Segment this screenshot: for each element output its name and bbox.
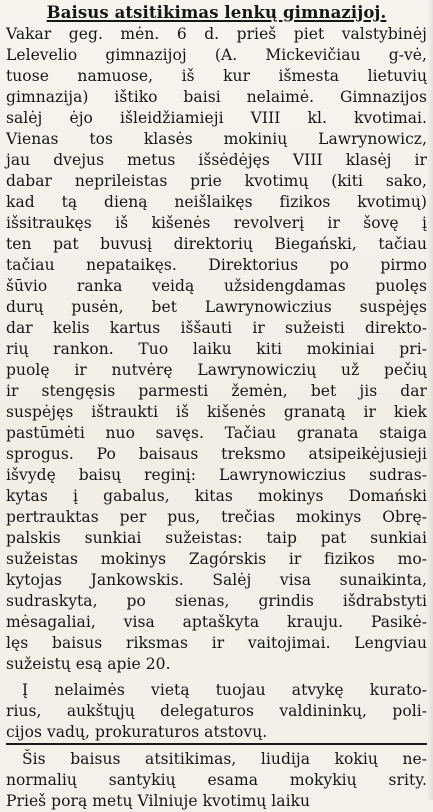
paragraph-1-line-26: sužeistas mokinys Zagórskis ir fizikos mo-	[6, 550, 427, 568]
paragraph-1-line-11: ten pat buvusį direktorių Biegański, tačiau	[6, 235, 427, 253]
paragraph-1-line-3: tuose namuose, iš kur išmesta lietuvių	[6, 67, 427, 85]
paragraph-3-line-2: normalių santykių esama mokykių srity.	[6, 771, 427, 789]
paragraph-1-line-2: Lelevelio gimnazijoj (A. Mickevičiau g-vė,	[6, 46, 427, 64]
paragraph-1-line-27: kytojas Jankowskis. Salėj visa sunaikinta,	[6, 571, 427, 589]
paragraph-1-line-30: lęs baisus riksmas ir vaitojimai. Lengviau	[6, 634, 427, 652]
section-divider-rule	[6, 743, 427, 745]
paragraph-1-line-19: suspėjęs ištraukti iš kišenės granatą ir kiek	[6, 403, 427, 421]
paragraph-3-line-1: Šis baisus atsitikimas, liudija kokių ne-	[22, 750, 427, 768]
paragraph-1-line-18: ir stengęsis parmesti žemėn, bet jis dar	[6, 382, 427, 400]
paragraph-1-line-22: išvydę baisų reginį: Lawrynowiczius sudras-	[6, 466, 427, 484]
paragraph-1-line-1: Vakar geg. mėn. 6 d. prieš piet valstybinėj	[6, 25, 427, 43]
paragraph-1-line-17: puolę ir nutvėrę Lawrynowiczių už pečių	[6, 361, 427, 379]
article-headline: Baisus atsitikimas lenkų gimnazijoj.	[46, 3, 387, 22]
paragraph-2-line-3: cijos vadų, prokuraturos atstovų.	[6, 723, 268, 741]
paragraph-1-line-8: dabar neprileistas prie kvotimų (kiti sako,	[6, 172, 427, 190]
paragraph-1-line-31: sužeistų esą apie 20.	[6, 655, 171, 673]
paragraph-3-line-3: Prieš porą metų Vilniuje kvotimų laiku	[6, 792, 311, 810]
paragraph-1-line-12: tačiau nepataikęs. Direktorius po pirmo	[6, 256, 427, 274]
page-edge-shadow	[427, 0, 433, 800]
paragraph-1-line-29: mėsagaliai, visa aptaškyta krauju. Pasikė-	[6, 613, 427, 631]
paragraph-1-line-28: sudraskyta, po sienas, grindis išdrabstyti	[6, 592, 427, 610]
paragraph-1-line-13: šūvio ranka veidą užsidengdamas puolęs	[6, 277, 427, 295]
paragraph-1-line-10: išsitraukęs iš kišenės revolverį ir šovę į	[6, 214, 427, 232]
paragraph-1-line-23: kytas į gabalus, kitas mokinys Domański	[6, 487, 427, 505]
paragraph-1-line-5: salėj ėjo išleidžiamieji VIII kl. kvotimai.	[6, 109, 427, 127]
paragraph-1-line-21: sprogus. Po baisaus treksmo atsipeikėjusieji	[6, 445, 427, 463]
paragraph-1-line-20: pastūmėti nuo savęs. Tačiau granata staiga	[6, 424, 427, 442]
paragraph-1-line-14: durų pusėn, bet Lawrynowiczius suspėjęs	[6, 298, 427, 316]
paragraph-1-line-15: dar kelis kartus iššauti ir sužeisti direkto-	[6, 319, 427, 337]
paragraph-1-line-6: Vienas tos klasės mokinių Lawrynowicz,	[6, 130, 427, 148]
paragraph-1-line-25: palskis sunkiai sužeistas: taip pat sunkiai	[6, 529, 427, 547]
paragraph-1-line-24: pertrauktas per pus, trečias mokinys Obrę-	[6, 508, 427, 526]
paragraph-1-line-7: jau dvejus metus išsėdėjęs VIII klasėj ir	[6, 151, 427, 169]
paragraph-2-line-1: Į nelaimės vietą tuojau atvykę kurato-	[22, 681, 427, 699]
paragraph-2-line-2: rius, aukštųjų delegaturos valdininkų, poli-	[6, 702, 427, 720]
paragraph-1-line-4: gimnazija) ištiko baisi nelaimė. Gimnazijos	[6, 88, 427, 106]
paragraph-1-line-9: kad tą dieną neišlaikęs fizikos kvotimų)	[6, 193, 427, 211]
paragraph-1-line-16: rių rankon. Tuo laiku kiti mokiniai pri-	[6, 340, 427, 358]
